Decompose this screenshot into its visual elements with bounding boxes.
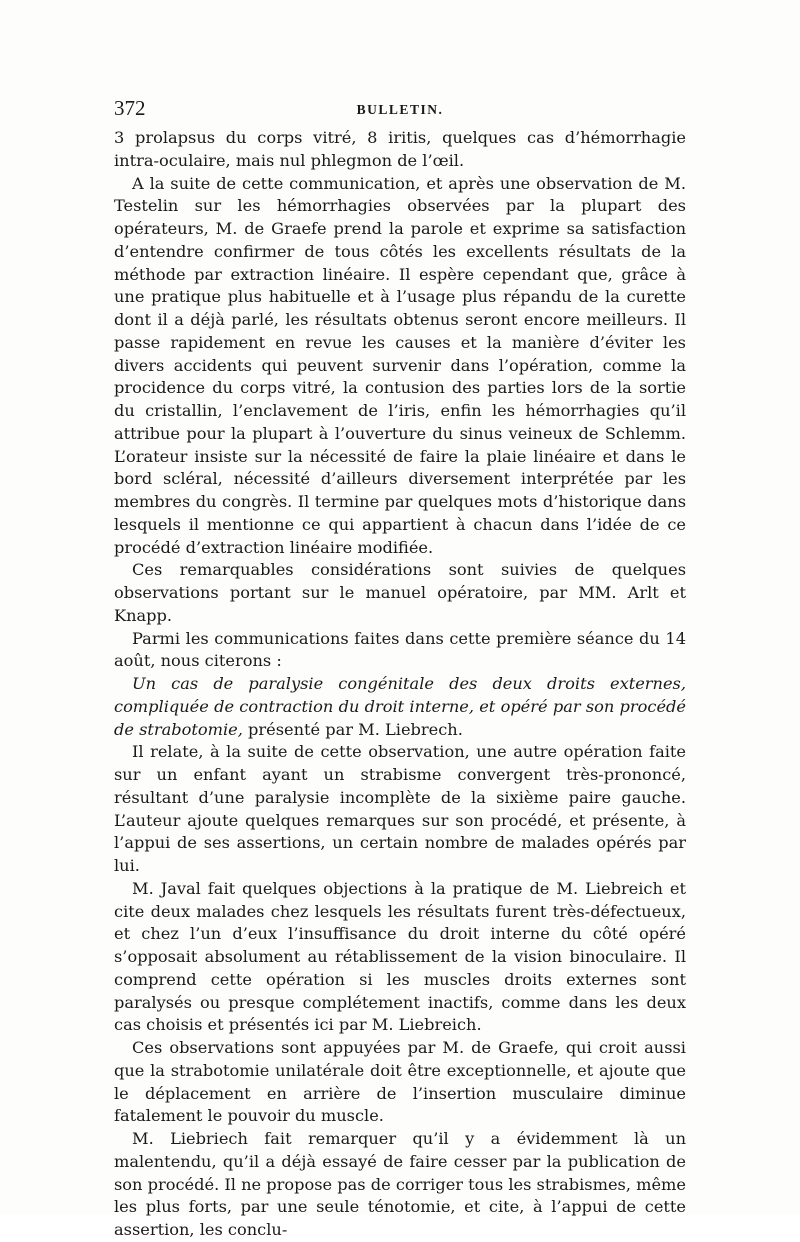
paragraph-text: Parmi les communications faites dans cette première séance du 14 août, nous citerons :: [114, 628, 686, 671]
paragraph: [114, 1037, 686, 1128]
paragraph: [114, 628, 686, 674]
paragraph-text: A la suite de cette communication, et après une observation de M. Testelin sur les hémorrhagies observées par la plupart des opérateurs, M. de Graefe prend la parole et exprime sa satisfaction d’entendre confirmer de tous côtés les excellents résultats de la méthode par extraction linéaire. Il espère cependant que, grâce à une pratique plus habituelle et à l’usage plus répandu de la curette dont il a déjà parlé, les résultats obtenus seront encore meilleurs. Il passe rapidement en revue les causes et la manière d’éviter les divers accidents qui peuvent survenir dans l’opération, comme la procidence du corps vitré, la contusion des parties lors de la sortie du cristallin, l’enclavement de l’iris, enfin les hémorrhagies qu’il attribue pour la plupart à l’ouverture du sinus veineux de Schlemm. L’orateur insiste sur la nécessité de faire la plaie linéaire et dans le bord scléral, nécessité d’ailleurs diversement interprétée par les membres du congrès. Il termine par quelques mots d’historique dans lesquels il mentionne ce qui appartient à chacun dans l’idée de ce procédé d’extraction linéaire modifiée.: [114, 173, 686, 557]
italic-text: Un cas de paralysie congénitale des deux droits externes, compliquée de contraction du droit interne, et opéré par son procédé de strabotomie,: [114, 674, 686, 739]
page-number: 372: [114, 96, 146, 120]
paragraph: [114, 741, 686, 878]
paragraph: [114, 673, 686, 741]
paragraph: [114, 559, 686, 627]
paragraph-text: Ces observations sont appuyées par M. de Graefe, qui croit aussi que la strabotomie unilatérale doit être exceptionnelle, et ajoute que le déplacement en arrière de l’insertion musculaire diminue fatalement le pouvoir du muscle.: [114, 1038, 686, 1126]
page-header: [114, 96, 686, 124]
paragraph-text: M. Javal fait quelques objections à la pratique de M. Liebreich et cite deux malades chez lesquels les résultats furent très-défectueux, et chez l’un d’eux l’insuffisance du droit interne du côté opéré s’opposait absolument au rétablissement de la vision binoculaire. Il comprend cette opération si les muscles droits externes sont paralysés ou presque complétement inactifs, comme dans les deux cas choisis et présentés ici par M. Liebreich.: [114, 878, 686, 1035]
paragraph: [114, 1128, 686, 1242]
paragraph-text: Ces remarquables considérations sont suivies de quelques observations portant sur le manuel opératoire, par MM. Arlt et Knapp.: [114, 560, 686, 625]
paragraph: [114, 878, 686, 1037]
paragraph-text: 3 prolapsus du corps vitré, 8 iritis, quelques cas d’hémorrhagie intra-oculaire, mais nul phlegmon de l’œil.: [114, 128, 686, 170]
paragraph-text: présenté par M. Liebrech.: [242, 719, 463, 739]
paragraph-text: Il relate, à la suite de cette observation, une autre opération faite sur un enfant ayant un strabisme convergent très-prononcé, résultant d’une paralysie incomplète de la sixième paire gauche. L’auteur ajoute quelques remarques sur son procédé, et présente, à l’appui de ses assertions, un certain nombre de malades opérés par lui.: [114, 742, 686, 875]
paragraph-text: M. Liebriech fait remarquer qu’il y a évidemment là un malentendu, qu’il a déjà essayé de faire cesser par la publication de son procédé. Il ne propose pas de corriger tous les strabismes, même les plus forts, par une seule ténotomie, et cite, à l’appui de cette assertion, les conclu-: [114, 1129, 686, 1239]
paragraph: [114, 127, 686, 173]
body-text: [114, 127, 686, 1242]
paragraph: [114, 173, 686, 560]
running-head: BULLETIN.: [356, 102, 444, 117]
